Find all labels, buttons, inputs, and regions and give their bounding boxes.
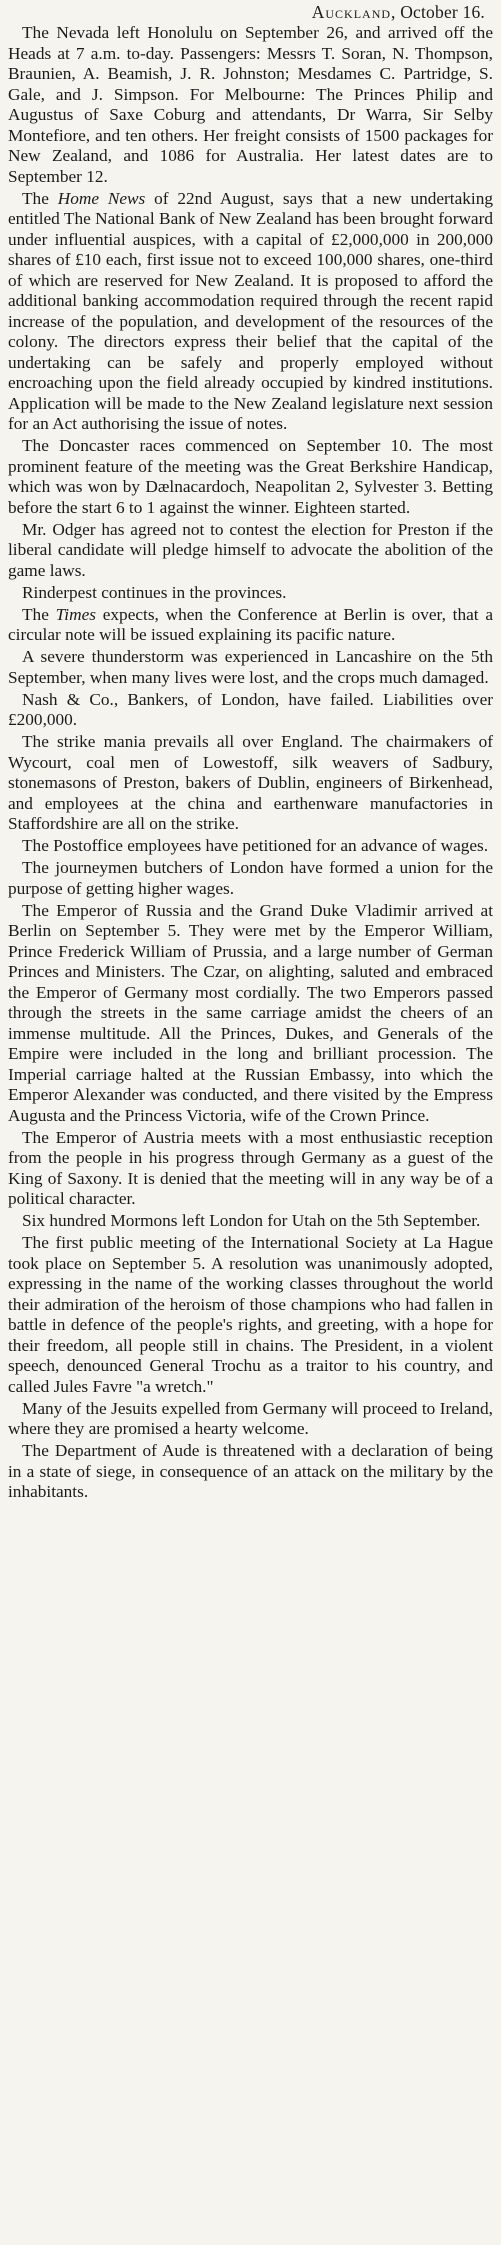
article-body	[8, 23, 493, 1503]
paragraph-text: The	[22, 188, 58, 208]
news-paragraph	[8, 520, 493, 582]
news-paragraph	[8, 690, 493, 731]
paragraph-text: of 22nd August, says that a new undertaking entitled The National Bank of New Zealand has been brought forward under influential auspices, with a capital of £2,000,000 in 200,000 shares of £10 each, first issue not to exceed 100,000 shares, one-third of which are reserved for New Zealand. It is proposed to afford the additional banking accommodation required through the recent rapid increase of the population, and development of the resources of the colony. The directors express their belief that the capital of the undertaking can be safely and properly employed without encroaching upon the field already occupied by kindred institutions. Application will be made to the New Zealand legislature next session for an Act authorising the issue of notes.	[8, 188, 494, 433]
news-paragraph	[8, 1211, 493, 1232]
news-paragraph	[8, 189, 493, 435]
paragraph-text: Rinderpest continues in the provinces.	[22, 582, 287, 602]
news-paragraph	[8, 1441, 493, 1503]
paragraph-text: expects, when the Conference at Berlin is over, that a circular note will be issued explaining its pacific nature.	[8, 604, 494, 644]
news-paragraph	[8, 1233, 493, 1397]
paragraph-text: The Emperor of Austria meets with a most enthusiastic reception from the people in his progress through Germany as a guest of the King of Saxony. It is denied that the meeting will in any way be of a political character.	[8, 1127, 493, 1208]
news-paragraph	[8, 1128, 493, 1210]
news-paragraph	[8, 732, 493, 835]
news-paragraph	[8, 836, 493, 857]
paragraph-text: Mr. Odger has agreed not to contest the election for Preston if the liberal candidate will pledge himself to advocate the abolition of the game laws.	[8, 519, 493, 580]
news-paragraph	[8, 583, 493, 604]
news-paragraph	[8, 1399, 493, 1440]
paragraph-text: The first public meeting of the International Society at La Hague took place on September 5. A resolution was unanimously adopted, expressing in the name of the working classes throughout the world their admiration of the heroism of those champions who had fallen in battle in defence of the people's rights, and greeting, with a hope for their freedom, all people still in chains. The President, in a violent speech, denounced General Trochu as a traitor to his country, and called Jules Favre "a wretch."	[8, 1233, 493, 1396]
paragraph-text: The Department of Aude is threatened with a declaration of being in a state of siege, in consequence of an attack on the military by the inhabitants.	[8, 1441, 493, 1501]
paragraph-text: The strike mania prevails all over England. The chairmakers of Wycourt, coal men of Lowestoff, silk weavers of Sadbury, stonemasons of Preston, bakers of Dublin, engineers of Birkenhead, and employees at the china and earthenware manufactories in Staffordshire are all on the strike.	[8, 732, 493, 833]
paragraph-text: Many of the Jesuits expelled from Germany will proceed to Ireland, where they are promised a hearty welcome.	[8, 1398, 493, 1438]
news-paragraph	[8, 23, 493, 187]
paragraph-text: Nash & Co., Bankers, of London, have failed. Liabilities over £200,000.	[8, 689, 493, 729]
paragraph-text: The Doncaster races commenced on September 10. The most prominent feature of the meeting was the Great Berkshire Handicap, which was won by Dælnacardoch, Neapolitan 2, Sylvester 3. Betting before the start 6 to 1 against the winner. Eighteen started.	[8, 436, 493, 517]
news-paragraph	[8, 858, 493, 899]
dateline: Auckland, October 16.	[311, 2, 485, 22]
news-paragraph	[8, 605, 493, 646]
news-paragraph	[8, 436, 493, 518]
paragraph-text: The	[22, 604, 56, 624]
paragraph-text: The Postoffice employees have petitioned for an advance of wages.	[22, 836, 489, 855]
news-paragraph	[8, 647, 493, 688]
paragraph-text: The Emperor of Russia and the Grand Duke Vladimir arrived at Berlin on September 5. They were met by the Emperor William, Prince Frederick William of Prussia, and a large number of German Princes and Ministers. The Czar, on alighting, saluted and embraced the Emperor of Germany most cordially. The two Emperors passed through the streets in the same carriage amidst the cheers of an immense multitude. All the Princes, Dukes, and Generals of the Empire were included in the long and brilliant procession. The Imperial carriage halted at the Russian Embassy, into which the Emperor Alexander was conducted, and there visited by the Empress Augusta and the Princess Victoria, wife of the Crown Prince.	[8, 900, 493, 1125]
dateline-date: October 16.	[400, 2, 485, 22]
italic-title: Times	[55, 604, 96, 624]
paragraph-text: Six hundred Mormons left London for Utah on the 5th September.	[22, 1211, 481, 1230]
paragraph-text: The Nevada left Honolulu on September 26, and arrived off the Heads at 7 a.m. to-day. Passengers: Messrs T. Soran, N. Thompson, Braunien, A. Beamish, J. R. Johnston; Mesdames C. Partridge, S. Gale, and J. Simpson. For Melbourne: The Princes Philip and Augustus of Saxe Coburg and attendants, Dr Warra, Sir Selby Montefiore, and ten others. Her freight consists of 1500 packages for New Zealand, and 1086 for Australia. Her latest dates are to September 12.	[8, 23, 493, 186]
paragraph-text: A severe thunderstorm was experienced in Lancashire on the 5th September, when many lives were lost, and the crops much damaged.	[8, 647, 493, 687]
news-paragraph	[8, 901, 493, 1127]
paragraph-text: The journeymen butchers of London have formed a union for the purpose of getting higher wages.	[8, 858, 493, 898]
italic-title: Home News	[57, 188, 146, 208]
dateline-place: Auckland	[311, 2, 392, 22]
